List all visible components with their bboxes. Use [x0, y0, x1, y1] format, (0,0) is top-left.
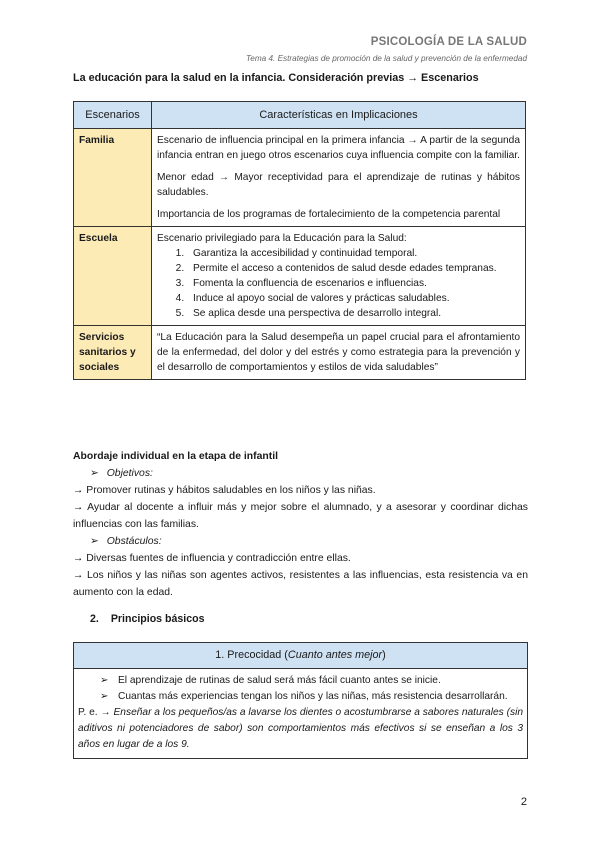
scenarios-table — [73, 101, 526, 380]
box-title-suffix: ) — [382, 649, 386, 661]
objectives-label: Objetivos: — [106, 468, 153, 479]
list-item: 3. Fomenta la confluencia de escenarios e influencias. — [187, 276, 520, 291]
escuela-numbered-list — [157, 246, 520, 321]
example-paragraph — [78, 705, 523, 753]
obstacle-item: → Los niños y las niñas son agentes activos, resistentes a las influencias, esta resistencia va en aumento con la edad. — [73, 570, 528, 598]
arrow-bullet-icon: ➢ — [100, 675, 109, 686]
individual-approach-section — [73, 448, 528, 601]
section-title: La educación para la salud en la infancia. Consideración previas → Escenarios — [73, 72, 479, 84]
arrow-bullet-icon: ➢ — [90, 468, 99, 479]
row-content-familia — [152, 129, 526, 227]
paragraph: Importancia de los programas de fortalecimiento de la competencia parental — [157, 209, 501, 220]
principles-heading — [90, 613, 204, 625]
obstacles-label: Obstáculos: — [106, 536, 162, 547]
example-prefix: P. e. → — [78, 707, 111, 718]
list-item — [100, 689, 523, 705]
table-header-characteristics: Características en Implicaciones — [152, 102, 526, 129]
list-item — [100, 673, 523, 689]
page-number: 2 — [520, 796, 527, 808]
table-row — [74, 129, 526, 227]
row-label-servicios: Servicios sanitarios y sociales — [74, 326, 152, 380]
row-label-escuela: Escuela — [74, 227, 152, 326]
obstacle-item: → Diversas fuentes de influencia y contradicción entre ellas. — [73, 553, 351, 564]
box-title-prefix: 1. Precocidad ( — [215, 649, 288, 661]
header-topic-subtitle: Tema 4. Estrategias de promoción de la salud y prevención de la enfermedad — [246, 54, 527, 63]
precocity-box — [73, 642, 528, 759]
paragraph: Menor edad → Mayor receptividad para el aprendizaje de rutinas y hábitos saludables. — [157, 172, 520, 198]
bullet-text: El aprendizaje de rutinas de salud será más fácil cuanto antes se inicie. — [118, 675, 441, 686]
list-item: 4. Induce al apoyo social de valores y prácticas saludables. — [187, 291, 520, 306]
bullet-text: Cuantas más experiencias tengan los niños y las niñas, más resistencia desarrollarán. — [118, 691, 508, 702]
paragraph: Escenario de influencia principal en la primera infancia → A partir de la segunda infancia entran en juego otros escenarios cuya influencia compite con la familiar. — [157, 135, 520, 161]
list-item: 1. Garantiza la accesibilidad y continuidad temporal. — [187, 246, 520, 261]
principles-title: Principios básicos — [110, 613, 205, 625]
escuela-intro: Escenario privilegiado para la Educación para la Salud: — [157, 233, 407, 244]
row-content-escuela — [152, 227, 526, 326]
arrow-bullet-icon: ➢ — [100, 691, 109, 702]
box-title-italic: Cuanto antes mejor — [287, 649, 383, 661]
row-content-servicios: “La Educación para la Salud desempeña un papel crucial para el afrontamiento de la enfermedad, del dolor y del estrés y como estrategia para la prevención y el desarrollo de comportamientos y estilos de vida saludables” — [152, 326, 526, 380]
objective-item: → Ayudar al docente a influir más y mejor sobre el alumnado, y a asesorar y coordinar dichas influencias con las familias. — [73, 502, 528, 530]
list-item: 5. Se aplica desde una perspectiva de desarrollo integral. — [187, 306, 520, 321]
objective-item: → Promover rutinas y hábitos saludables en los niños y las niñas. — [73, 485, 376, 496]
table-row — [74, 326, 526, 380]
precocity-box-title — [74, 643, 527, 669]
precocity-bullet-list — [78, 673, 523, 705]
table-row — [74, 227, 526, 326]
approach-title: Abordaje individual en la etapa de infantil — [73, 451, 278, 462]
obstacles-heading — [73, 533, 528, 550]
objectives-heading — [73, 465, 528, 482]
precocity-box-body — [74, 669, 527, 758]
list-item: 2. Permite el acceso a contenidos de salud desde edades tempranas. — [187, 261, 520, 276]
principles-number: 2. — [90, 613, 99, 625]
header-course-title: PSICOLOGÍA DE LA SALUD — [370, 36, 527, 48]
arrow-bullet-icon: ➢ — [90, 536, 99, 547]
row-label-familia: Familia — [74, 129, 152, 227]
example-text: Enseñar a los pequeños/as a lavarse los dientes o acostumbrarse a sabores naturales (sin aditivos ni potenciadores de sabor) son comportamientos más efectivos si se enseñan a los 3 años en lugar de a los 9. — [78, 707, 523, 750]
table-header-scenarios: Escenarios — [74, 102, 152, 129]
table-header-row — [74, 102, 526, 129]
